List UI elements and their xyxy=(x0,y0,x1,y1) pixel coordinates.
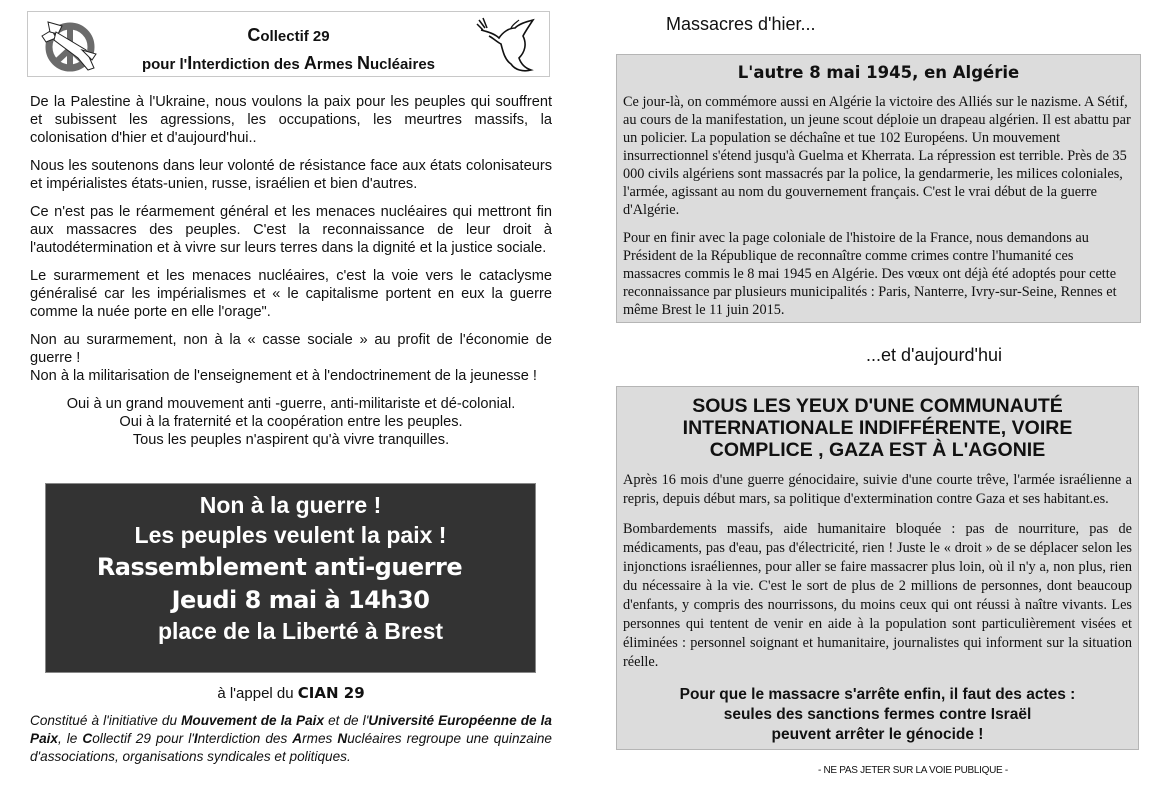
algerie-box-title: L'autre 8 mai 1945, en Algérie xyxy=(737,63,1020,82)
event-line-1: Non à la guerre ! xyxy=(199,492,382,518)
peace-dove-icon xyxy=(475,16,541,74)
header-title-line2: pour l'Interdiction des Armes Nucléaires xyxy=(141,53,435,73)
paragraph: Pour en finir avec la page coloniale de l'histoire de la France, nous demandons au Président de la République de reconnaître comme crimes contre l'humanité ces massacres commis le 8 mai 1945 en Algérie. Des vœux ont déjà été adoptés pour cette reconnaissance par plusieurs municipalités : Paris, Nanterre, Ivry-sur-Seine, Rennes et même Brest le 11 juin 2015. xyxy=(623,230,1117,318)
event-date: Jeudi 8 mai à 14h30 xyxy=(171,586,430,614)
gaza-box-body xyxy=(623,471,1132,683)
header-box xyxy=(27,11,550,77)
gaza-box-title: SOUS LES YEUX D'UNE COMMUNAUTÉ INTERNATIONALE INDIFFÉRENTE, VOIRE COMPLICE , GAZA EST À L'AGONIE xyxy=(682,395,1073,461)
algerie-box-body xyxy=(623,93,1132,329)
section-title-aujourdhui: ...et d'aujourd'hui xyxy=(866,345,1002,365)
paragraph: Bombardements massifs, aide humanitaire bloquée : pas de nourriture, pas de médicaments, pas d'eau, pas d'électricité, rien ! Juste le « droit » de se déplacer selon les injonctions israéliennes, pour aller se faire massacrer plus loin, où il n'y a, non plus, rien du nécessaire à la vie. C'est le sort de plus de 2 millions de personnes, dont beaucoup d'enfants, y compris des nourrissons, du moins ceux qui ont réussi à naître vivants. Les personnes qui tentent de venir en aide à la population sont particulièrement visées et éliminées : personnel soignant et humanitaire, journalistes qui informent sur la situation réelle. xyxy=(623,521,1132,670)
paragraph: Non au surarmement, non à la « casse sociale » au profit de l'économie de guerre ! xyxy=(30,332,552,366)
algerie-box xyxy=(616,54,1141,323)
gaza-call-to-action: Pour que le massacre s'arrête enfin, il faut des actes : seules des sanctions fermes contre Israël peuvent arrêter le génocide ! xyxy=(679,686,1076,743)
header-title xyxy=(28,22,549,78)
centered-line: Tous les peuples n'aspirent qu'à vivre tranquilles. xyxy=(132,432,450,448)
paragraph: Ce jour-là, on commémore aussi en Algérie la victoire des Alliés sur le nazisme. A Sétif, au cours de la manifestation, un jeune scout déploie un drapeau algérien. Il est abattu par un policier. La population se déchaîne et tue 102 Européens. Un mouvement insurrectionnel s'étend jusqu'à Guelma et Kherrata. La répression est terrible. Près de 35 000 civils algériens sont massacrés par la police, la gendarmerie, les milices coloniales, l'armée, agissant au nom du gouvernement français. C'est le vrai début de la guerre d'Algérie. xyxy=(623,94,1131,218)
gaza-box xyxy=(616,386,1139,750)
paragraph: Le surarmement et les menaces nucléaires, c'est la voie vers le cataclysme généralisé car les impérialismes et « le capitalisme portent en eux la guerre comme la nuée porte en elle l'orage". xyxy=(30,268,552,320)
organization-name: CIAN 29 xyxy=(297,684,365,702)
paragraph: Ce n'est pas le réarmement général et les menaces nucléaires qui mettront fin aux massacres des peuples. C'est la reconnaissance de leur droit à l'autodétermination et à vivre sur leurs terres dans la dignité et la justice sociale. xyxy=(30,204,552,256)
appel-line: à l'appel du CIAN 29 xyxy=(217,684,365,702)
section-title-hier: Massacres d'hier... xyxy=(666,14,816,34)
centered-line: Oui à la fraternité et la coopération entre les peuples. xyxy=(119,414,463,430)
paragraph: Nous les soutenons dans leur volonté de résistance face aux états colonisateurs et impérialistes états-unien, russe, israélien et bien d'autres. xyxy=(30,158,552,192)
constitue-paragraph: Constitué à l'initiative du Mouvement de la Paix et de l'Université Européenne de la Paix, le Collectif 29 pour l'Interdiction des Armes Nucléaires regroupe une quinzaine d'associations, organisations syndicales et politiques. xyxy=(30,713,552,764)
event-line-2: Les peuples veulent la paix ! xyxy=(134,522,447,548)
paragraph: De la Palestine à l'Ukraine, nous voulons la paix pour les peuples qui souffrent et subissent les agressions, les occupations, les meurtres massifs, la colonisation d'hier et d'aujourd'hui.. xyxy=(30,94,552,146)
event-location: place de la Liberté à Brest xyxy=(157,618,444,644)
paragraph: Non à la militarisation de l'enseignement et à l'endoctrinement de la jeunesse ! xyxy=(30,368,537,384)
paragraph: Après 16 mois d'une guerre génocidaire, suivie d'une courte trêve, l'armée israélienne a repris, depuis début mars, sa politique d'extermination contre Gaza et ses habitant.es. xyxy=(623,472,1132,507)
event-line-3: Rassemblement anti-guerre xyxy=(96,553,463,581)
header-title-line1: Collectif 29 xyxy=(247,25,330,45)
centered-line: Oui à un grand mouvement anti -guerre, anti-militariste et dé-colonial. xyxy=(66,396,516,412)
footer-note: - NE PAS JETER SUR LA VOIE PUBLIQUE - xyxy=(818,765,1008,776)
left-body xyxy=(30,93,552,449)
event-box xyxy=(45,483,536,673)
